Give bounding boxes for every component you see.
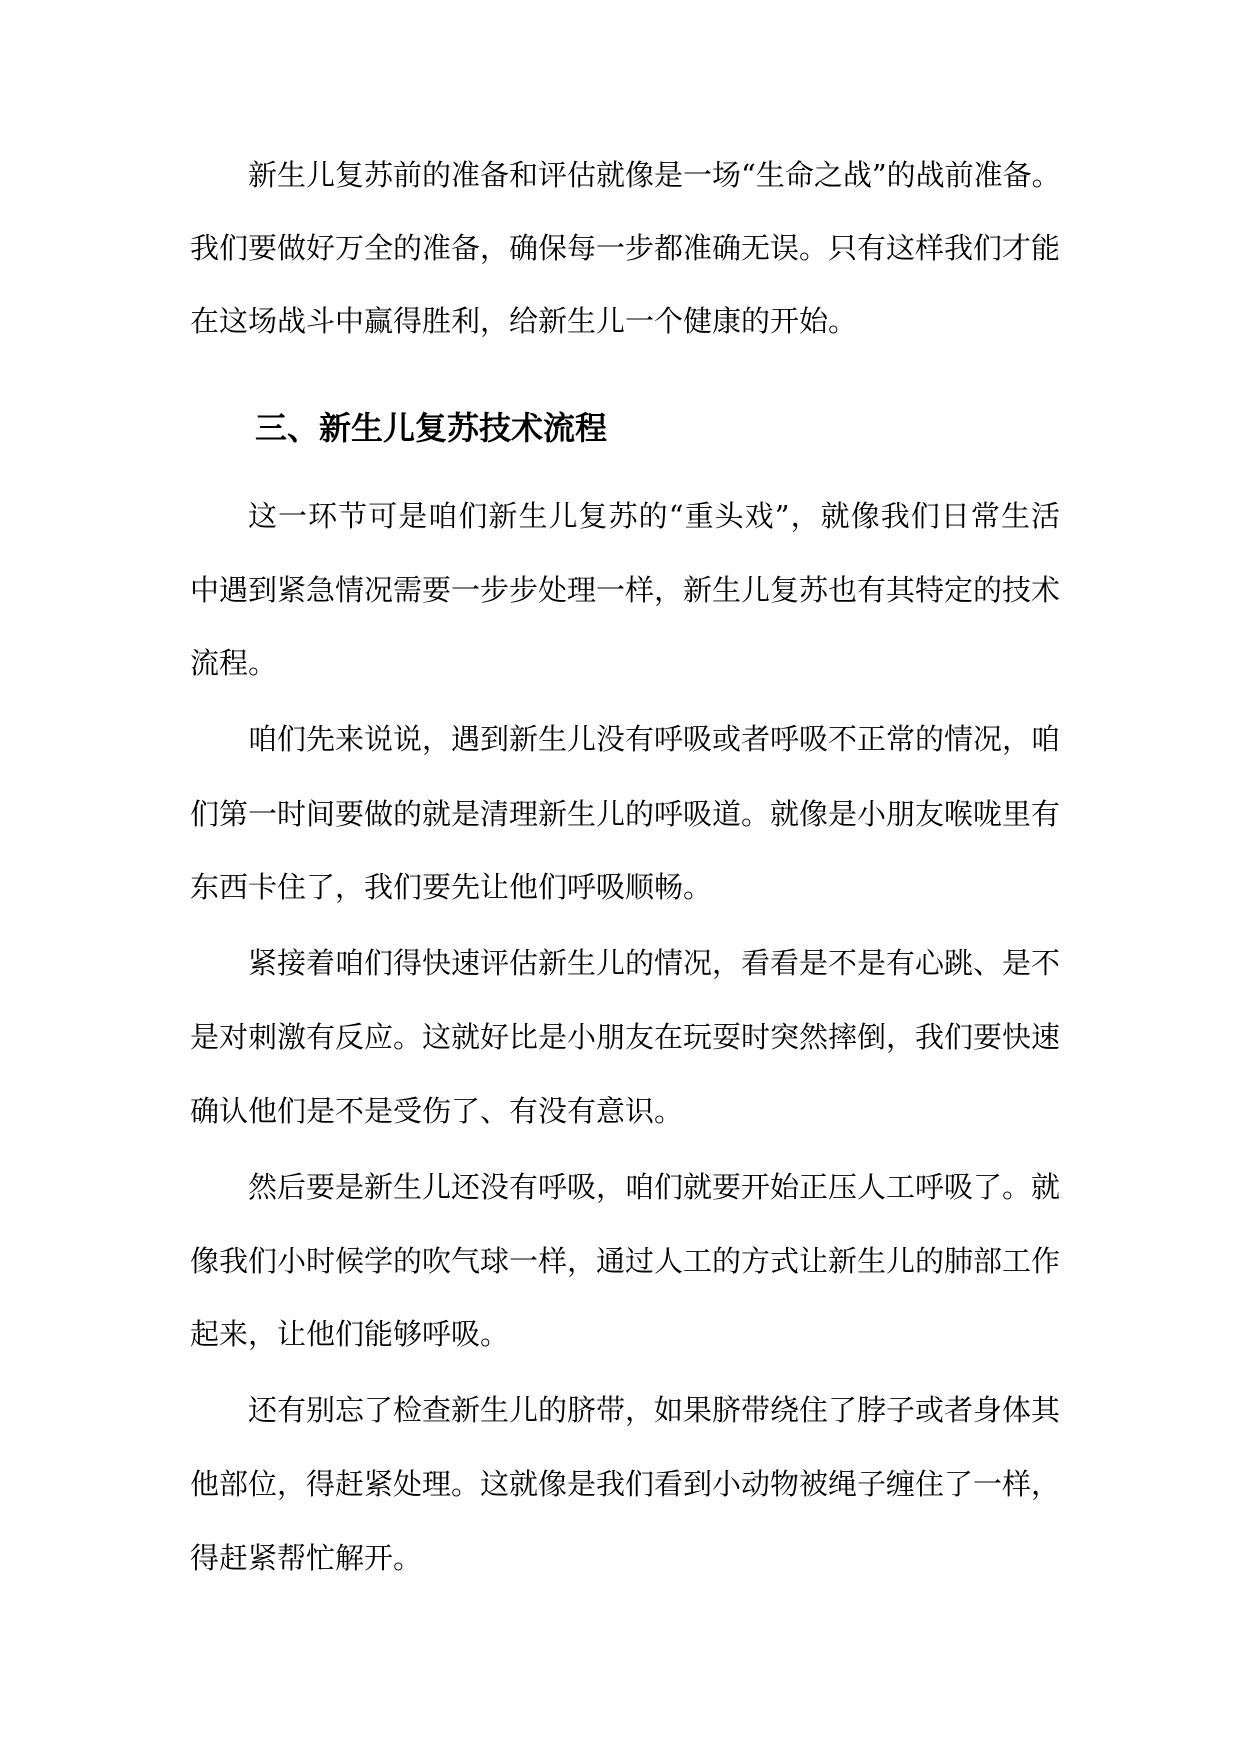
paragraph-4-line-3: 确认他们是不是受伤了、有没有意识。 [190,1094,684,1128]
paragraph-5-line-3: 起来，让他们能够呼吸。 [190,1317,510,1351]
paragraph-6-line-1: 还有别忘了检查新生儿的脐带，如果脐带绕住了脖子或者身体其 [248,1393,1061,1427]
paragraph-6-line-2: 他部位，得赶紧处理。这就像是我们看到小动物被绳子缠住了一样， [190,1467,1061,1501]
paragraph-1-line-3: 在这场战斗中赢得胜利，给新生儿一个健康的开始。 [190,304,858,338]
paragraph-2-line-3: 流程。 [190,646,278,680]
paragraph-4-line-2: 是对刺激有反应。这就好比是小朋友在玩耍时突然摔倒，我们要快速 [190,1020,1061,1054]
paragraph-1-line-2: 我们要做好万全的准备，确保每一步都准确无误。只有这样我们才能 [190,231,1061,265]
paragraph-3-line-2: 们第一时间要做的就是清理新生儿的呼吸道。就像是小朋友喉咙里有 [190,797,1061,831]
paragraph-1-line-1: 新生儿复苏前的准备和评估就像是一场“生命之战”的战前准备。 [248,158,1061,192]
paragraph-5-line-1: 然后要是新生儿还没有呼吸，咱们就要开始正压人工呼吸了。就 [248,1170,1061,1204]
paragraph-3-line-1: 咱们先来说说，遇到新生儿没有呼吸或者呼吸不正常的情况，咱 [248,722,1061,756]
paragraph-2-line-1: 这一环节可是咱们新生儿复苏的“重头戏”，就像我们日常生活 [248,499,1060,533]
section-heading: 三、新生儿复苏技术流程 [255,409,608,447]
paragraph-4-line-1: 紧接着咱们得快速评估新生儿的情况，看看是不是有心跳、是不 [248,946,1061,980]
paragraph-6-line-3: 得赶紧帮忙解开。 [190,1541,423,1575]
paragraph-3-line-3: 东西卡住了，我们要先让他们呼吸顺畅。 [190,870,713,904]
paragraph-5-line-2: 像我们小时候学的吹气球一样，通过人工的方式让新生儿的肺部工作 [190,1244,1061,1278]
paragraph-2-line-2: 中遇到紧急情况需要一步步处理一样，新生儿复苏也有其特定的技术 [190,573,1061,607]
